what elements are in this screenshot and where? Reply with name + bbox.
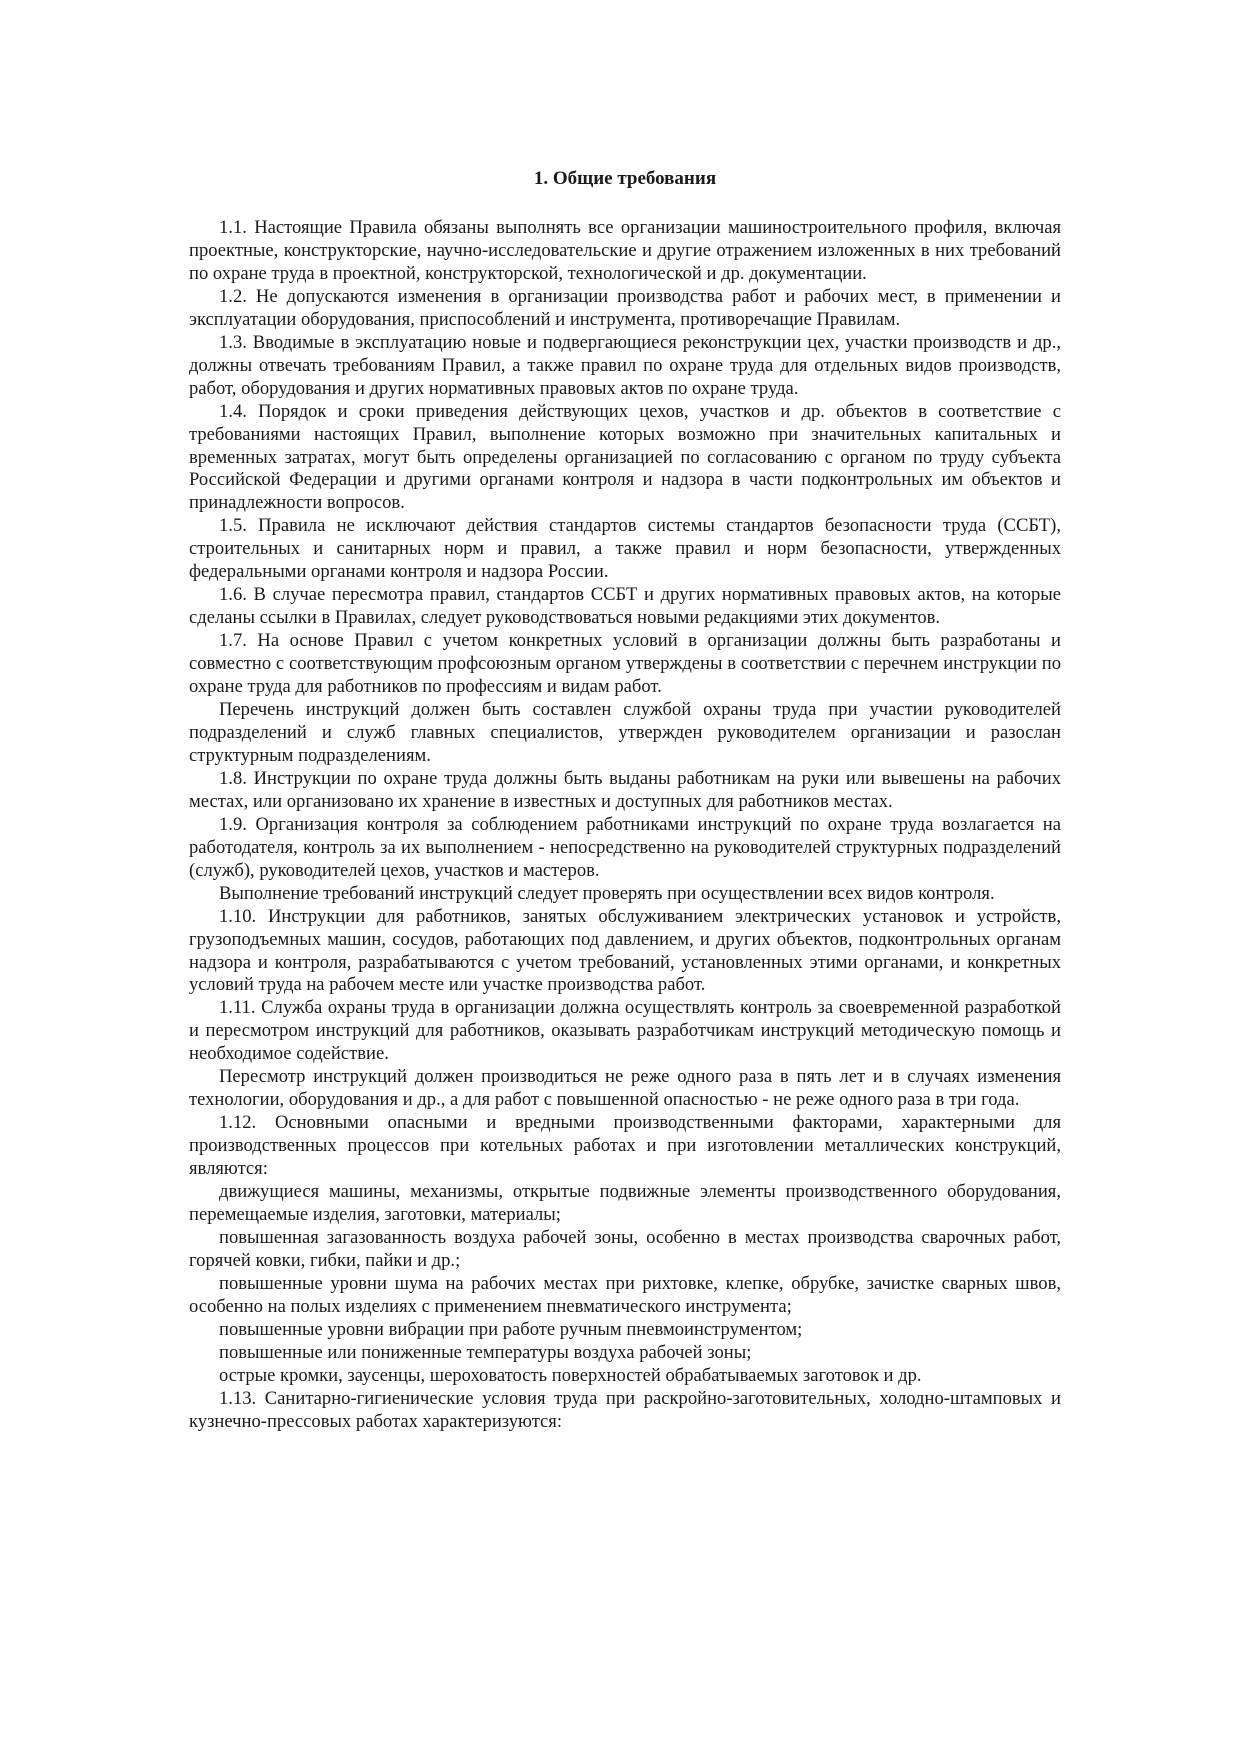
paragraph: движущиеся машины, механизмы, открытые подвижные элементы производственного оборудования, перемещаемые изделия, заготовки, материалы; <box>189 1181 1061 1225</box>
paragraph: 1.3. Вводимые в эксплуатацию новые и подвергающиеся реконструкции цех, участки производств и др., должны отвечать требованиям Правил, а также правил по охране труда для отдельных видов производств, работ, оборудования и других нормативных правовых актов по охране труда. <box>189 331 1061 399</box>
paragraph: 1.8. Инструкции по охране труда должны быть выданы работникам на руки или вывешены на рабочих местах, или организовано их хранение в известных и доступных для работников местах. <box>189 767 1061 812</box>
paragraph: 1.9. Организация контроля за соблюдением работниками инструкций по охране труда возлагается на работодателя, контроль за их выполнением - непосредственно на руководителей структурных подразделений (служб), руководителей цехов, участков и мастеров. <box>189 813 1061 881</box>
paragraph: острые кромки, заусенцы, шероховатость поверхностей обрабатываемых заготовок и др. <box>219 1364 922 1386</box>
paragraph: Пересмотр инструкций должен производиться не реже одного раза в пять лет и в случаях изменения технологии, оборудования и др., а для работ с повышенной опасностью - не реже одного раза в три года. <box>189 1066 1061 1111</box>
document-page <box>189 167 1061 1434</box>
paragraph: повышенные уровни шума на рабочих местах при рихтовке, клепке, обрубке, зачистке сварных швов, особенно на полых изделиях с применением пневматического инструмента; <box>189 1272 1061 1317</box>
paragraph: 1.10. Инструкции для работников, занятых обслуживанием электрических установок и устройств, грузоподъемных машин, сосудов, работающих под давлением, и других объектов, подконтрольных органам надзора и контроля, разрабатываются с учетом требований, установленных этими органами, и конкретных условий труда на рабочем месте или участке производства работ. <box>189 905 1061 996</box>
paragraph: 1.7. На основе Правил с учетом конкретных условий в организации должны быть разработаны и совместно с соответствующим профсоюзным органом утверждены в соответствии с перечнем инструкции по охране труда для работников по профессиям и видам работ. <box>189 630 1061 698</box>
section-title: 1. Общие требования <box>533 168 717 189</box>
paragraph: повышенные или пониженные температуры воздуха рабочей зоны; <box>219 1341 752 1363</box>
paragraph: 1.13. Санитарно-гигиенические условия труда при раскройно-заготовительных, холодно-штамповых и кузнечно-прессовых работах характеризуются: <box>189 1387 1061 1432</box>
paragraph: повышенная загазованность воздуха рабочей зоны, особенно в местах производства сварочных работ, горячей ковки, гибки, пайки и др.; <box>189 1226 1061 1271</box>
document-body <box>189 217 1061 1434</box>
paragraph: повышенные уровни вибрации при работе ручным пневмоинструментом; <box>219 1318 803 1340</box>
paragraph: 1.5. Правила не исключают действия стандартов системы стандартов безопасности труда (ССБТ), строительных и санитарных норм и правил, а также правил и норм безопасности, утвержденных федеральными органами контроля и надзора России. <box>189 515 1061 583</box>
paragraph: 1.2. Не допускаются изменения в организации производства работ и рабочих мест, в применении и эксплуатации оборудования, приспособлений и инструмента, противоречащие Правилам. <box>189 285 1061 330</box>
paragraph: Выполнение требований инструкций следует проверять при осуществлении всех видов контроля. <box>219 882 995 904</box>
paragraph: 1.1. Настоящие Правила обязаны выполнять все организации машиностроительного профиля, включая проектные, конструкторские, научно-исследовательские и другие отражением изложенных в них требований по охране труда в проектной, конструкторской, технологической и др. документации. <box>189 217 1061 284</box>
paragraph: 1.11. Служба охраны труда в организации должна осуществлять контроль за своевременной разработкой и пересмотром инструкций для работников, оказывать разработчикам инструкций методическую помощь и необходимое содействие. <box>189 997 1061 1065</box>
paragraph: Перечень инструкций должен быть составлен службой охраны труда при участии руководителей подразделений и служб главных специалистов, утвержден руководителем организации и разослан структурным подразделениям. <box>189 699 1061 766</box>
paragraph: 1.12. Основными опасными и вредными производственными факторами, характерными для производственных процессов при котельных работах и при изготовлении металлических конструкций, являются: <box>189 1112 1061 1180</box>
paragraph: 1.6. В случае пересмотра правил, стандартов ССБТ и других нормативных правовых актов, на которые сделаны ссылки в Правилах, следует руководствоваться новыми редакциями этих документов. <box>189 584 1061 629</box>
paragraph: 1.4. Порядок и сроки приведения действующих цехов, участков и др. объектов в соответствие с требованиями настоящих Правил, выполнение которых возможно при значительных капитальных и временных затратах, могут быть определены организацией по согласованию с органом по труду субъекта Российской Федерации и другими органами контроля и надзора в части подконтрольных им объектов и принадлежности вопросов. <box>189 400 1061 514</box>
